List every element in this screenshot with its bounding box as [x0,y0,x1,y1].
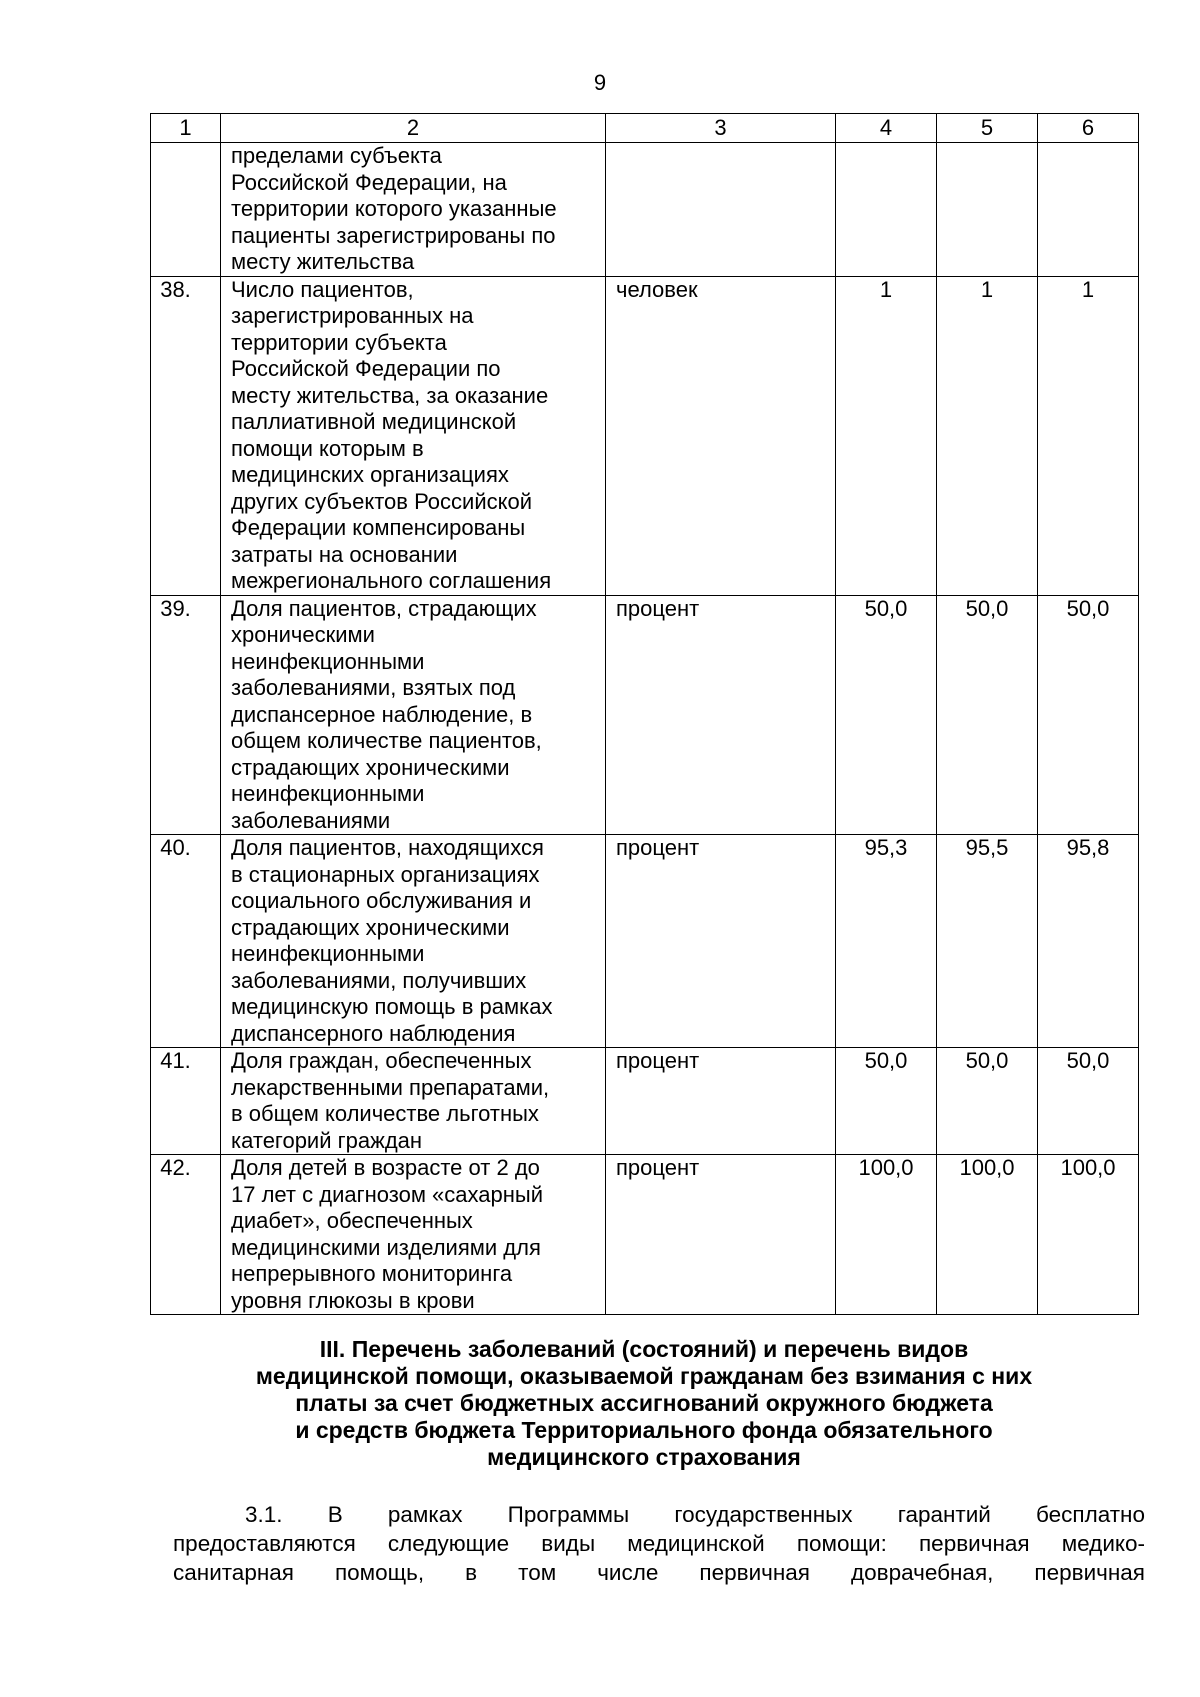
value-year-1-cell: 50,0 [836,1048,937,1155]
description-line: страдающих хроническими [231,914,510,940]
unit-cell: процент [606,1155,836,1315]
page-number: 9 [593,70,607,95]
description-line: пределами субъекта [231,143,442,168]
column-header: 3 [606,114,836,143]
section-title-line: и средств бюджета Территориального фонда обязательного [295,1417,993,1443]
value-year-3-cell [1038,143,1139,277]
table-row [151,595,1139,835]
description-line: в стационарных организациях [231,861,540,887]
description-line: медицинских организациях [231,462,509,487]
value-year-3-cell: 50,0 [1038,595,1139,835]
value-year-2-cell [937,143,1038,277]
value-year-1-cell: 50,0 [836,595,937,835]
table-row [151,835,1139,1048]
description-line: медицинскую помощь в рамках [231,994,553,1019]
paragraph-line: санитарная помощь, в том числе первичная доврачебная, первичная [173,1560,1145,1585]
description-line: Число пациентов, [231,276,414,302]
indicator-description-cell [221,276,606,595]
description-line: неинфекционными [231,781,425,806]
value-year-2-cell: 50,0 [937,1048,1038,1155]
description-line: зарегистрированных на [231,303,474,328]
description-line: 17 лет с диагнозом «сахарный [231,1181,544,1207]
description-line: неинфекционными [231,941,425,966]
section-title-line: медицинского страхования [487,1444,801,1470]
paragraph-line: предоставляются следующие виды медицинской помощи: первичная медико- [173,1531,1145,1556]
description-line: территории которого указанные [231,196,557,221]
description-line: лекарственными препаратами, [231,1074,550,1100]
description-line: неинфекционными [231,648,425,674]
description-line: диспансерное наблюдение, в [231,701,533,727]
description-line: заболеваниями, получивших [231,967,527,993]
description-line: категорий граждан [231,1127,423,1153]
value-year-1-cell: 1 [836,276,937,595]
value-year-3-cell: 50,0 [1038,1048,1139,1155]
row-number-cell: 40. [151,835,221,1048]
description-line: страдающих хроническими [231,754,510,780]
row-number-cell: 38. [151,276,221,595]
value-year-3-cell: 1 [1038,276,1139,595]
description-line: других субъектов Российской [231,488,533,514]
description-line: межрегионального соглашения [231,568,552,593]
value-year-2-cell: 1 [937,276,1038,595]
description-line: затраты на основании [231,541,458,567]
description-line: диабет», обеспеченных [231,1208,473,1233]
table-row [151,1155,1139,1315]
unit-cell [606,143,836,277]
description-line: территории субъекта [231,329,447,355]
description-line: диспансерного наблюдения [231,1020,516,1046]
row-number-cell [151,143,221,277]
row-number-cell: 39. [151,595,221,835]
value-year-3-cell: 95,8 [1038,835,1139,1048]
table-row [151,1048,1139,1155]
unit-cell: процент [606,1048,836,1155]
value-year-2-cell: 50,0 [937,595,1038,835]
value-year-2-cell: 95,5 [937,835,1038,1048]
table-header-row [151,114,1139,143]
indicator-description-cell [221,595,606,835]
description-line: месту жительства [231,249,415,274]
description-line: в общем количестве льготных [231,1101,539,1126]
value-year-1-cell [836,143,937,277]
description-line: Российской Федерации, на [231,169,507,195]
description-line: заболеваниями, взятых под [231,675,516,700]
row-number-cell: 41. [151,1048,221,1155]
description-line: Доля пациентов, страдающих [231,595,537,621]
description-line: помощи которым в [231,435,424,461]
unit-cell: процент [606,835,836,1048]
description-line: уровня глюкозы в крови [231,1287,475,1313]
description-line: паллиативной медицинской [231,409,517,434]
column-header: 4 [836,114,937,143]
description-line: Доля граждан, обеспеченных [231,1048,532,1073]
section-title-line: платы за счет бюджетных ассигнований окружного бюджета [295,1390,993,1416]
indicator-description-cell [221,1048,606,1155]
description-line: пациенты зарегистрированы по [231,222,556,248]
indicator-description-cell [221,143,606,277]
column-header: 1 [151,114,221,143]
indicators-table [150,113,1139,1315]
unit-cell: процент [606,595,836,835]
table-row [151,276,1139,595]
column-header: 2 [221,114,606,143]
description-line: общем количестве пациентов, [231,728,542,753]
value-year-1-cell: 100,0 [836,1155,937,1315]
value-year-3-cell: 100,0 [1038,1155,1139,1315]
section-paragraph [173,1500,1145,1587]
description-line: Федерации компенсированы [231,515,526,540]
description-line: Российской Федерации по [231,356,501,381]
description-line: медицинскими изделиями для [231,1234,541,1260]
indicator-description-cell [221,835,606,1048]
indicator-description-cell [221,1155,606,1315]
description-line: социального обслуживания и [231,888,532,913]
description-line: заболеваниями [231,807,391,833]
table-row [151,143,1139,277]
description-line: Доля детей в возрасте от 2 до [231,1155,540,1180]
description-line: месту жительства, за оказание [231,382,549,408]
row-number-cell: 42. [151,1155,221,1315]
section-title-line: медицинской помощи, оказываемой гражданам без взимания с них [255,1363,1033,1389]
column-header: 5 [937,114,1038,143]
description-line: хроническими [231,622,375,647]
section-title-line: III. Перечень заболеваний (состояний) и перечень видов [319,1336,969,1362]
description-line: Доля пациентов, находящихся [231,835,544,860]
paragraph-line: 3.1. В рамках Программы государственных гарантий бесплатно [245,1502,1145,1527]
section-title [150,1336,1138,1471]
description-line: непрерывного мониторинга [231,1261,513,1286]
value-year-1-cell: 95,3 [836,835,937,1048]
column-header: 6 [1038,114,1139,143]
value-year-2-cell: 100,0 [937,1155,1038,1315]
unit-cell: человек [606,276,836,595]
